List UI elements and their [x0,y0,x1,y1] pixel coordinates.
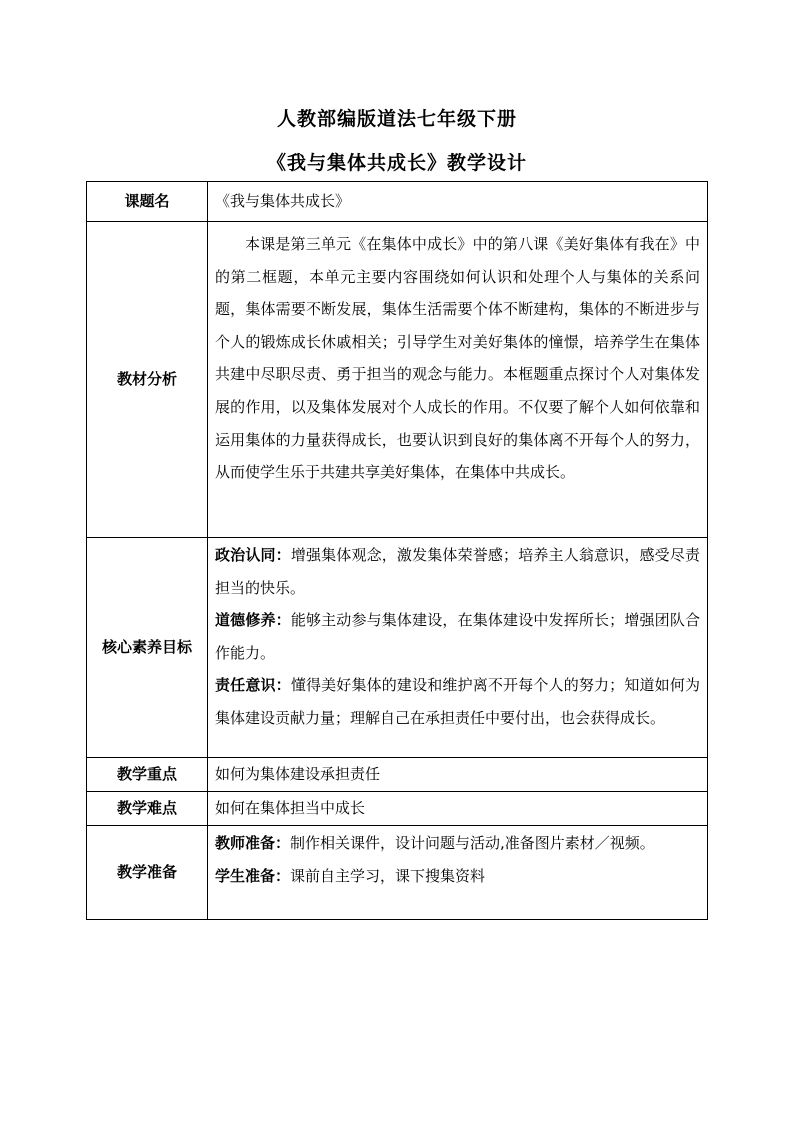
preparation-text: 制作相关课件，设计问题与活动,准备图片素材／视频。 [290,834,655,852]
goal-text: 懂得美好集体的建设和维护离不开每个人的努力；知道如何为集体建设贡献力量；理解自己在承担责任中要付出，也会获得成长。 [215,676,700,727]
goals-label: 核心素养目标 [87,538,208,758]
table-row-topic [87,182,708,222]
document-subtitle: 《我与集体共成长》教学设计 [266,152,527,174]
topic-value: 《我与集体共成长》 [208,182,708,222]
difficulty-label: 教学难点 [87,792,208,826]
topic-label: 课题名 [87,182,208,222]
goal-item [215,669,700,734]
preparation-text: 课前自主学习，课下搜集资料 [290,866,486,885]
preparation-label: 教学准备 [87,826,208,920]
document-title: 人教部编版道法七年级下册 [276,108,517,130]
table-row-key-point [87,758,708,792]
preparation-item [215,827,700,860]
preparation-heading: 教师准备： [215,834,291,852]
lesson-plan-table [86,181,708,920]
key-point-label: 教学重点 [87,758,208,792]
goal-item [215,604,700,669]
table-row-goals [87,538,708,758]
table-row-analysis [87,222,708,538]
preparation-heading: 学生准备： [215,866,291,885]
table-row-preparation [87,826,708,920]
goal-text: 能够主动参与集体建设，在集体建设中发挥所长；增强团队合作能力。 [215,611,700,662]
table-row-difficulty [87,792,708,826]
goal-text: 增强集体观念，激发集体荣誉感；培养主人翁意识，感受尽责担当的快乐。 [215,546,700,597]
preparation-item [215,860,700,893]
goal-item [215,539,700,604]
goal-heading: 责任意识： [215,676,291,695]
difficulty-value: 如何在集体担当中成长 [208,792,708,826]
analysis-label: 教材分析 [87,222,208,538]
goal-heading: 政治认同： [215,546,291,564]
goal-heading: 道德修养： [215,611,291,630]
analysis-text: 本课是第三单元《在集体中成长》中的第八课《美好集体有我在》中的第二框题，本单元主要内容围绕如何认识和处理个人与集体的关系问题，集体需要不断发展，集体生活需要个体不断建构，集体的不断进步与个人的锻炼成长休戚相关；引导学生对美好集体的憧憬，培养学生在集体共建中尽职尽责、勇于担当的观念与能力。本框题重点探讨个人对集体发展的作用，以及集体发展对个人成长的作用。不仅要了解个人如何依靠和运用集体的力量获得成长，也要认识到良好的集体离不开每个人的努力，从而使学生乐于共建共享美好集体，在集体中共成长。 [215,235,700,482]
key-point-value: 如何为集体建设承担责任 [208,758,708,792]
